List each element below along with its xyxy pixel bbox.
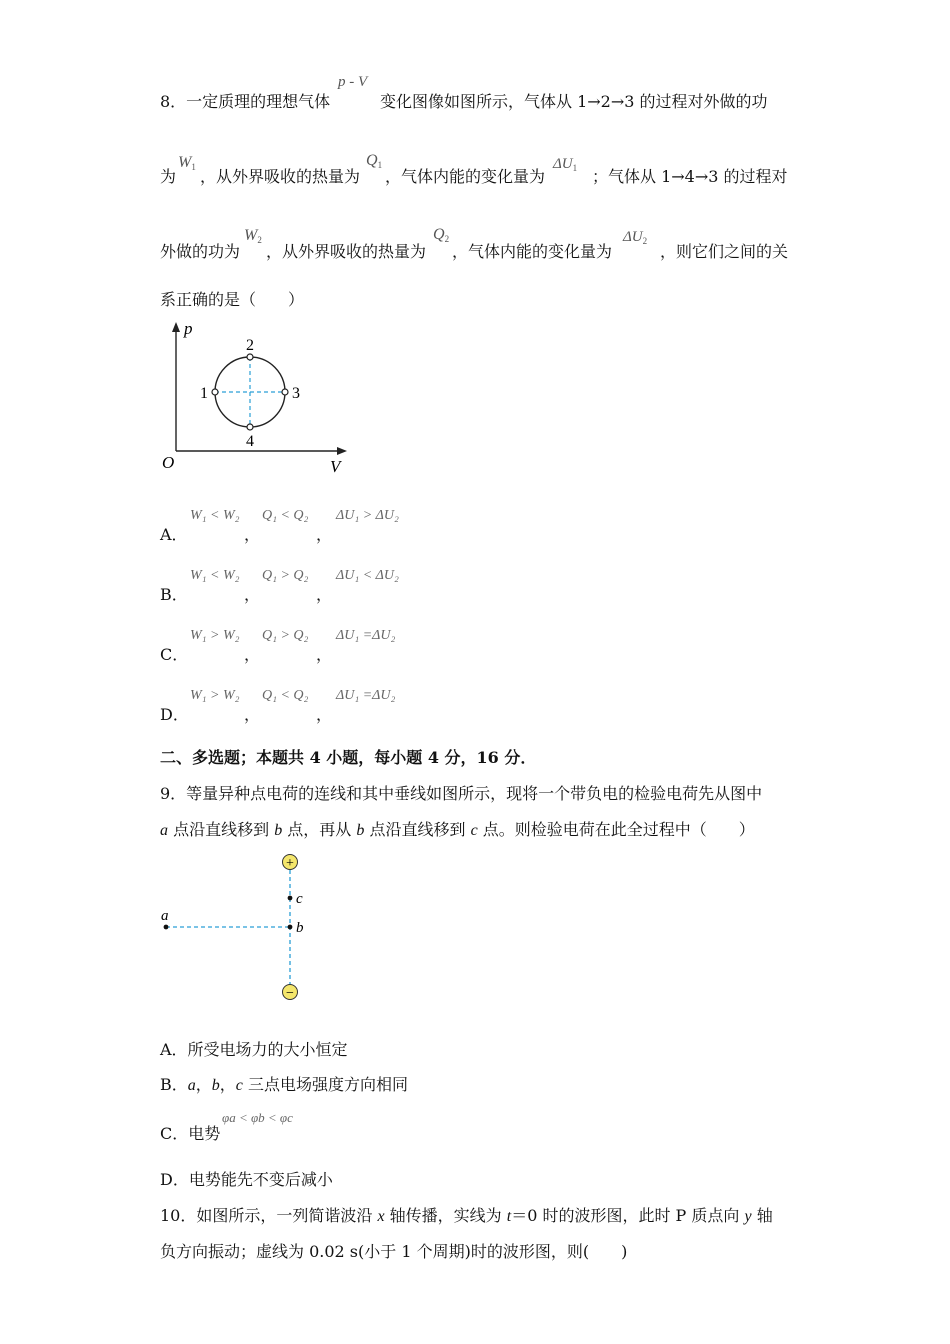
point-a-marker bbox=[164, 925, 169, 930]
point-4-label: 4 bbox=[246, 433, 254, 450]
q8-q1-math: $Q_1$ bbox=[366, 152, 383, 170]
option-a-u: ΔU₁ > ΔU₂ bbox=[336, 508, 399, 523]
q8-line-3-d: ，则它们之间的关 bbox=[660, 242, 789, 261]
point-b-marker bbox=[288, 925, 293, 930]
option-d-q: Q₁ < Q₂ bbox=[262, 688, 309, 703]
q8-w2-math: $W_2$ bbox=[244, 227, 262, 245]
option-d-u: ΔU₁ =ΔU₂ bbox=[336, 688, 396, 703]
v-axis-label: V bbox=[330, 457, 341, 476]
option-c-q: Q₁ > Q₂ bbox=[262, 628, 309, 643]
q8-line-4: 系正确的是（ ） bbox=[160, 290, 305, 309]
point-a-label: a bbox=[161, 908, 169, 924]
option-a-w: W₁ < W₂ bbox=[190, 508, 240, 523]
q8-w1-math: $W_1$ bbox=[178, 154, 196, 172]
option-b-u: ΔU₁ < ΔU₂ bbox=[336, 568, 399, 583]
point-c-marker bbox=[288, 896, 293, 901]
point-4-marker bbox=[247, 424, 253, 430]
section-2-heading: 二、多选题；本题共 4 小题，每小题 4 分，16 分． bbox=[160, 748, 537, 767]
q8-option-c[interactable]: C． W₁ > W₂ ， Q₁ > Q₂ ， ΔU₁ =ΔU₂ bbox=[160, 628, 396, 664]
option-c-u: ΔU₁ =ΔU₂ bbox=[336, 628, 396, 643]
q8-line-1-rest: 变化图像如图所示，气体从 1→2→3 的过程对外做的功 bbox=[380, 92, 768, 111]
q8-pv-math: p - V bbox=[338, 74, 368, 90]
positive-charge-sign: + bbox=[286, 856, 294, 871]
option-d-w: W₁ > W₂ bbox=[190, 688, 240, 703]
q8-line-2-a: 为 bbox=[160, 167, 177, 186]
point-c-label: c bbox=[296, 891, 303, 907]
q8-line-1: 8．一定质理的理想气体 bbox=[160, 92, 331, 111]
q9-line-1: 9．等量异种点电荷的连线和其中垂线如图所示，现将一个带负电的检验电荷先从图中 bbox=[160, 784, 763, 803]
q9-option-d[interactable]: D．电势能先不变后减小 bbox=[160, 1170, 333, 1189]
q8-line-3-c: ，气体内能的变化量为 bbox=[452, 242, 613, 261]
point-3-marker bbox=[282, 389, 288, 395]
point-1-label: 1 bbox=[200, 385, 208, 402]
q8-line-2-d: ；气体从 1→4→3 的过程对 bbox=[592, 167, 788, 186]
pv-diagram bbox=[150, 318, 360, 478]
option-a-q: Q₁ < Q₂ bbox=[262, 508, 309, 523]
q8-line-2-c: ，气体内能的变化量为 bbox=[385, 167, 546, 186]
q8-du1-math: $\Delta U_1$ bbox=[553, 156, 578, 173]
q9-line-2: a 点沿直线移到 b 点，再从 b 点沿直线移到 c 点。则检验电荷在此全过程中（ ） bbox=[160, 820, 755, 839]
q8-du2-math: $\Delta U_2$ bbox=[623, 229, 648, 246]
q9-option-c[interactable]: C．电势 φa < φb < φc bbox=[160, 1110, 293, 1143]
q8-q2-math: $Q_2$ bbox=[433, 226, 450, 244]
point-b-label: b bbox=[296, 920, 304, 936]
v-axis-arrow bbox=[337, 447, 347, 455]
negative-charge-sign: − bbox=[286, 986, 294, 1001]
point-3-label: 3 bbox=[292, 385, 300, 402]
q8-line-2-b: ，从外界吸收的热量为 bbox=[200, 167, 361, 186]
potential-inequality: φa < φb < φc bbox=[222, 1110, 293, 1125]
q8-line-3-a: 外做的功为 bbox=[160, 242, 241, 261]
charges-diagram bbox=[155, 850, 315, 1010]
q9-option-a[interactable]: A．所受电场力的大小恒定 bbox=[160, 1040, 348, 1059]
origin-label: O bbox=[162, 453, 175, 472]
q8-line-3-b: ，从外界吸收的热量为 bbox=[266, 242, 427, 261]
q10-line-2: 负方向振动；虚线为 0.02 s(小于 1 个周期)时的波形图，则( ) bbox=[160, 1242, 628, 1261]
q8-option-a[interactable]: A． W₁ < W₂ ， Q₁ < Q₂ ， ΔU₁ > ΔU₂ bbox=[160, 508, 399, 544]
q9-option-b[interactable]: B．a，b，c 三点电场强度方向相同 bbox=[160, 1075, 408, 1094]
point-1-marker bbox=[212, 389, 218, 395]
option-b-q: Q₁ > Q₂ bbox=[262, 568, 309, 583]
point-2-marker bbox=[247, 354, 253, 360]
q8-option-d[interactable]: D． W₁ > W₂ ， Q₁ < Q₂ ， ΔU₁ =ΔU₂ bbox=[160, 688, 396, 724]
p-axis-label: p bbox=[184, 319, 193, 338]
option-b-w: W₁ < W₂ bbox=[190, 568, 240, 583]
point-2-label: 2 bbox=[246, 337, 254, 354]
q10-line-1: 10．如图所示，一列简谐波沿 x 轴传播，实线为 t＝0 时的波形图，此时 P 质点向 y 轴 bbox=[160, 1206, 773, 1225]
q8-option-b[interactable]: B． W₁ < W₂ ， Q₁ > Q₂ ， ΔU₁ < ΔU₂ bbox=[160, 568, 399, 604]
p-axis-arrow bbox=[172, 322, 180, 332]
option-c-w: W₁ > W₂ bbox=[190, 628, 240, 643]
